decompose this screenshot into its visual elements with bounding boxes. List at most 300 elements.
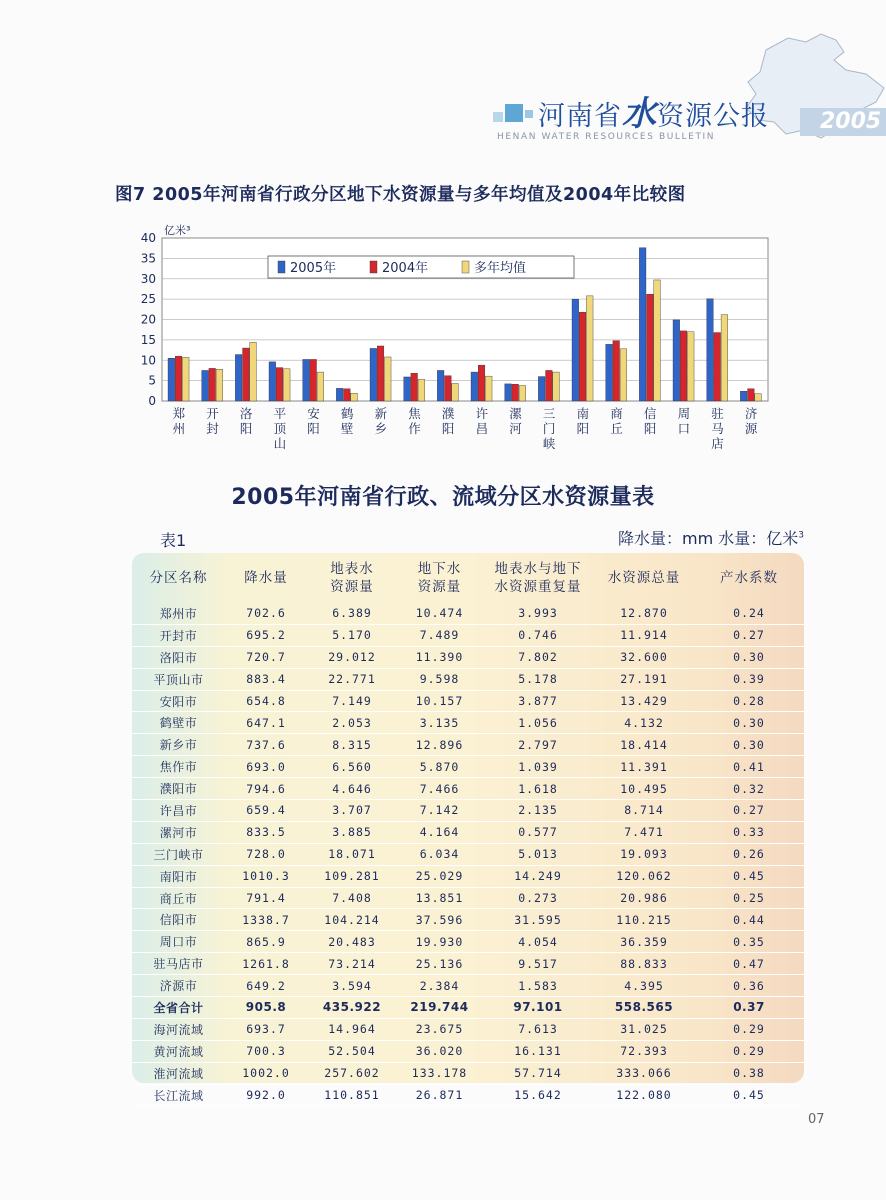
value-cell: 720.7 <box>225 646 307 668</box>
table-row <box>132 712 804 734</box>
value-cell: 2.135 <box>482 800 594 822</box>
value-cell: 14.964 <box>307 1018 397 1040</box>
table-row <box>132 909 804 931</box>
value-cell: 693.0 <box>225 756 307 778</box>
value-cell: 0.273 <box>482 887 594 909</box>
bar <box>748 389 755 401</box>
value-cell: 31.595 <box>482 909 594 931</box>
x-tick-label: 马 <box>711 421 724 436</box>
region-name-cell: 许昌市 <box>132 800 225 822</box>
column-header <box>132 553 225 603</box>
value-cell: 20.483 <box>307 931 397 953</box>
y-tick-label: 0 <box>148 394 156 408</box>
table-row <box>132 887 804 909</box>
x-tick-label: 济 <box>744 406 758 421</box>
column-header <box>694 553 804 603</box>
value-cell: 11.391 <box>594 756 694 778</box>
value-cell: 0.39 <box>694 668 804 690</box>
bar <box>687 332 694 401</box>
table-row <box>132 1018 804 1040</box>
x-tick-label: 源 <box>744 421 758 436</box>
table-row <box>132 778 804 800</box>
x-tick-label: 峡 <box>542 436 556 451</box>
value-cell: 0.45 <box>694 1084 804 1106</box>
value-cell: 728.0 <box>225 843 307 865</box>
table-row <box>132 975 804 997</box>
value-cell: 57.714 <box>482 1062 594 1084</box>
bar <box>384 357 391 401</box>
bar <box>620 349 627 401</box>
x-tick-label: 驻 <box>711 406 724 421</box>
value-cell: 791.4 <box>225 887 307 909</box>
bar <box>317 372 324 401</box>
value-cell: 654.8 <box>225 690 307 712</box>
table-row <box>132 1062 804 1084</box>
legend-swatch <box>370 261 377 273</box>
table-title: 2005年河南省行政、流域分区水资源量表 <box>231 485 655 510</box>
value-cell: 558.565 <box>594 997 694 1019</box>
value-cell: 7.408 <box>307 887 397 909</box>
bar <box>243 348 250 401</box>
value-cell: 695.2 <box>225 624 307 646</box>
x-tick-label: 封 <box>206 421 219 436</box>
region-name-cell: 安阳市 <box>132 690 225 712</box>
groundwater-bar-chart <box>120 222 780 462</box>
column-header-line: 水资源总量 <box>607 570 681 586</box>
bar <box>572 299 579 401</box>
value-cell: 12.896 <box>397 734 482 756</box>
y-tick-label: 25 <box>140 292 156 307</box>
value-cell: 0.41 <box>694 756 804 778</box>
value-cell: 22.771 <box>307 668 397 690</box>
value-cell: 5.870 <box>397 756 482 778</box>
column-header-line: 分区名称 <box>149 570 208 586</box>
value-cell: 0.26 <box>694 843 804 865</box>
value-cell: 3.135 <box>397 712 482 734</box>
value-cell: 7.149 <box>307 690 397 712</box>
column-header-line: 地表水与地下 <box>494 561 582 577</box>
value-cell: 649.2 <box>225 975 307 997</box>
region-name-cell: 济源市 <box>132 975 225 997</box>
value-cell: 5.178 <box>482 668 594 690</box>
bar <box>377 346 384 401</box>
value-cell: 37.596 <box>397 909 482 931</box>
value-cell: 865.9 <box>225 931 307 953</box>
value-cell: 4.395 <box>594 975 694 997</box>
x-tick-label: 顶 <box>273 421 287 436</box>
value-cell: 73.214 <box>307 953 397 975</box>
table-row <box>132 668 804 690</box>
value-cell: 883.4 <box>225 668 307 690</box>
value-cell: 25.136 <box>397 953 482 975</box>
region-name-cell: 长江流域 <box>132 1084 225 1106</box>
x-tick-label: 河 <box>509 421 522 436</box>
value-cell: 23.675 <box>397 1018 482 1040</box>
value-cell: 11.390 <box>397 646 482 668</box>
y-tick-label: 20 <box>140 312 156 327</box>
table-row <box>132 1084 804 1106</box>
value-cell: 5.170 <box>307 624 397 646</box>
value-cell: 19.930 <box>397 931 482 953</box>
value-cell: 0.33 <box>694 821 804 843</box>
value-cell: 1.618 <box>482 778 594 800</box>
value-cell: 0.37 <box>694 997 804 1019</box>
x-tick-label: 郑 <box>172 406 186 421</box>
bar <box>538 377 545 401</box>
x-tick-label: 昌 <box>475 421 489 436</box>
bar <box>235 355 242 401</box>
bar <box>714 333 721 401</box>
bar <box>755 394 762 401</box>
x-tick-label: 濮 <box>441 406 455 421</box>
value-cell: 693.7 <box>225 1018 307 1040</box>
region-name-cell: 三门峡市 <box>132 843 225 865</box>
bar <box>519 386 526 401</box>
table-row <box>132 843 804 865</box>
value-cell: 333.066 <box>594 1062 694 1084</box>
value-cell: 1.039 <box>482 756 594 778</box>
bar <box>505 384 512 401</box>
bar <box>216 369 223 401</box>
value-cell: 0.24 <box>694 603 804 624</box>
column-header-line: 资源量 <box>330 579 374 595</box>
value-cell: 6.034 <box>397 843 482 865</box>
table-row <box>132 690 804 712</box>
value-cell: 104.214 <box>307 909 397 931</box>
value-cell: 3.877 <box>482 690 594 712</box>
value-cell: 1338.7 <box>225 909 307 931</box>
water-resources-table <box>132 553 804 1103</box>
bar <box>411 373 418 401</box>
year-tag: 2005 <box>800 108 886 136</box>
bar <box>680 331 687 401</box>
column-header <box>307 553 397 603</box>
bar <box>471 372 478 401</box>
value-cell: 36.359 <box>594 931 694 953</box>
value-cell: 18.414 <box>594 734 694 756</box>
column-header-line: 资源量 <box>417 579 462 595</box>
bar <box>250 342 257 401</box>
region-name-cell: 黄河流域 <box>132 1040 225 1062</box>
bar <box>336 388 343 401</box>
table-row <box>132 756 804 778</box>
value-cell: 700.3 <box>225 1040 307 1062</box>
x-tick-label: 周 <box>677 406 691 421</box>
region-name-cell: 信阳市 <box>132 909 225 931</box>
value-cell: 833.5 <box>225 821 307 843</box>
region-name-cell: 濮阳市 <box>132 778 225 800</box>
value-cell: 257.602 <box>307 1062 397 1084</box>
x-tick-label: 山 <box>273 436 287 451</box>
x-tick-label: 阳 <box>576 421 590 436</box>
value-cell: 0.28 <box>694 690 804 712</box>
x-tick-label: 平 <box>273 406 287 421</box>
bar <box>269 362 276 401</box>
value-cell: 110.215 <box>594 909 694 931</box>
region-name-cell: 南阳市 <box>132 865 225 887</box>
table-row <box>132 734 804 756</box>
bar <box>586 296 593 401</box>
figure-title: 图7 2005年河南省行政分区地下水资源量与多年均值及2004年比较图 <box>115 185 686 205</box>
bar <box>579 312 586 401</box>
bar <box>546 370 553 401</box>
region-name-cell: 驻马店市 <box>132 953 225 975</box>
region-name-cell: 平顶山市 <box>132 668 225 690</box>
bar <box>370 348 377 401</box>
value-cell: 1002.0 <box>225 1062 307 1084</box>
x-tick-label: 三 <box>542 406 556 421</box>
value-cell: 794.6 <box>225 778 307 800</box>
region-name-cell: 全省合计 <box>132 997 225 1019</box>
value-cell: 7.613 <box>482 1018 594 1040</box>
value-cell: 0.25 <box>694 887 804 909</box>
legend-swatch <box>278 261 285 273</box>
bar <box>283 369 290 401</box>
x-tick-label: 州 <box>172 421 186 436</box>
table-total-row <box>132 997 804 1019</box>
bar <box>303 359 310 401</box>
value-cell: 3.707 <box>307 800 397 822</box>
bar <box>707 299 714 401</box>
value-cell: 10.157 <box>397 690 482 712</box>
value-cell: 6.389 <box>307 603 397 624</box>
value-cell: 8.714 <box>594 800 694 822</box>
page-number: 07 <box>808 1112 825 1127</box>
region-name-cell: 海河流域 <box>132 1018 225 1040</box>
legend-label: 多年均值 <box>474 261 527 276</box>
value-cell: 10.495 <box>594 778 694 800</box>
bar <box>613 341 620 401</box>
value-cell: 1261.8 <box>225 953 307 975</box>
page-header <box>0 30 886 140</box>
column-header-line: 水资源重复量 <box>494 579 582 595</box>
column-header-line: 降水量 <box>244 570 288 586</box>
bar <box>512 384 519 401</box>
value-cell: 25.029 <box>397 865 482 887</box>
x-tick-label: 开 <box>206 406 219 421</box>
bar <box>647 294 654 401</box>
x-tick-label: 壁 <box>340 421 354 436</box>
value-cell: 4.054 <box>482 931 594 953</box>
value-cell: 120.062 <box>594 865 694 887</box>
region-name-cell: 焦作市 <box>132 756 225 778</box>
value-cell: 0.29 <box>694 1018 804 1040</box>
value-cell: 659.4 <box>225 800 307 822</box>
value-cell: 10.474 <box>397 603 482 624</box>
value-cell: 122.080 <box>594 1084 694 1106</box>
value-cell: 14.249 <box>482 865 594 887</box>
value-cell: 4.646 <box>307 778 397 800</box>
value-cell: 8.315 <box>307 734 397 756</box>
value-cell: 2.384 <box>397 975 482 997</box>
value-cell: 0.27 <box>694 624 804 646</box>
y-tick-label: 5 <box>148 373 156 388</box>
x-tick-label: 焦 <box>408 406 421 421</box>
value-cell: 3.885 <box>307 821 397 843</box>
value-cell: 3.594 <box>307 975 397 997</box>
x-tick-label: 阳 <box>307 421 320 436</box>
x-tick-label: 许 <box>475 406 489 421</box>
value-cell: 0.30 <box>694 646 804 668</box>
table-row <box>132 646 804 668</box>
bar <box>654 280 661 401</box>
x-tick-label: 南 <box>576 406 590 421</box>
value-cell: 435.922 <box>307 997 397 1019</box>
value-cell: 0.45 <box>694 865 804 887</box>
value-cell: 0.47 <box>694 953 804 975</box>
y-tick-label: 35 <box>140 251 156 266</box>
bulletin-subtitle: HENAN WATER RESOURCES BULLETIN <box>497 132 716 142</box>
x-tick-label: 阳 <box>441 421 455 436</box>
value-cell: 0.36 <box>694 975 804 997</box>
x-tick-label: 乡 <box>374 421 388 436</box>
value-cell: 2.053 <box>307 712 397 734</box>
table-row <box>132 1040 804 1062</box>
column-header <box>397 553 482 603</box>
value-cell: 32.600 <box>594 646 694 668</box>
bar <box>351 393 358 401</box>
value-cell: 6.560 <box>307 756 397 778</box>
table-row <box>132 865 804 887</box>
value-cell: 702.6 <box>225 603 307 624</box>
table-label: 表1 <box>160 531 187 550</box>
x-tick-label: 商 <box>610 406 623 421</box>
value-cell: 9.517 <box>482 953 594 975</box>
bar <box>485 376 492 401</box>
y-axis-label: 亿米³ <box>164 224 191 237</box>
region-name-cell: 周口市 <box>132 931 225 953</box>
value-cell: 36.020 <box>397 1040 482 1062</box>
value-cell: 109.281 <box>307 865 397 887</box>
value-cell: 7.802 <box>482 646 594 668</box>
value-cell: 0.44 <box>694 909 804 931</box>
value-cell: 1010.3 <box>225 865 307 887</box>
y-tick-label: 15 <box>140 332 156 347</box>
value-cell: 0.27 <box>694 800 804 822</box>
value-cell: 0.32 <box>694 778 804 800</box>
x-tick-label: 阳 <box>239 421 253 436</box>
bar <box>418 379 425 401</box>
region-name-cell: 漯河市 <box>132 821 225 843</box>
table-row <box>132 931 804 953</box>
value-cell: 27.191 <box>594 668 694 690</box>
x-tick-label: 漯 <box>509 406 522 421</box>
column-header <box>482 553 594 603</box>
bar <box>445 376 452 401</box>
region-name-cell: 郑州市 <box>132 603 225 624</box>
x-tick-label: 口 <box>677 421 691 436</box>
value-cell: 29.012 <box>307 646 397 668</box>
value-cell: 11.914 <box>594 624 694 646</box>
table-row <box>132 953 804 975</box>
value-cell: 52.504 <box>307 1040 397 1062</box>
value-cell: 15.642 <box>482 1084 594 1106</box>
value-cell: 2.797 <box>482 734 594 756</box>
y-tick-label: 40 <box>140 231 156 245</box>
x-tick-label: 安 <box>307 406 320 421</box>
region-name-cell: 洛阳市 <box>132 646 225 668</box>
bar <box>276 368 283 401</box>
x-tick-label: 鹤 <box>340 406 354 421</box>
bar <box>168 358 175 401</box>
region-name-cell: 商丘市 <box>132 887 225 909</box>
value-cell: 5.013 <box>482 843 594 865</box>
value-cell: 905.8 <box>225 997 307 1019</box>
value-cell: 0.29 <box>694 1040 804 1062</box>
bar <box>202 370 209 401</box>
table-unit-note: 降水量：mm 水量：亿米$^3$ <box>618 529 804 548</box>
column-header <box>225 553 307 603</box>
x-tick-label: 丘 <box>610 421 623 436</box>
bar <box>344 389 351 401</box>
table-row <box>132 800 804 822</box>
value-cell: 219.744 <box>397 997 482 1019</box>
x-tick-label: 门 <box>542 421 556 436</box>
value-cell: 0.35 <box>694 931 804 953</box>
value-cell: 31.025 <box>594 1018 694 1040</box>
value-cell: 13.429 <box>594 690 694 712</box>
x-tick-label: 新 <box>374 406 388 421</box>
value-cell: 0.577 <box>482 821 594 843</box>
value-cell: 4.132 <box>594 712 694 734</box>
x-tick-label: 信 <box>643 406 657 421</box>
legend-label: 2004年 <box>382 261 429 276</box>
value-cell: 7.489 <box>397 624 482 646</box>
bar <box>721 315 728 401</box>
column-header-line: 地表水 <box>330 561 374 577</box>
table-row <box>132 603 804 624</box>
bar <box>639 248 646 401</box>
value-cell: 133.178 <box>397 1062 482 1084</box>
column-header-line: 产水系数 <box>720 570 778 586</box>
x-tick-label: 作 <box>408 421 421 436</box>
value-cell: 992.0 <box>225 1084 307 1106</box>
region-name-cell: 开封市 <box>132 624 225 646</box>
value-cell: 0.30 <box>694 712 804 734</box>
bar <box>452 383 459 401</box>
value-cell: 18.071 <box>307 843 397 865</box>
value-cell: 72.393 <box>594 1040 694 1062</box>
bar <box>740 391 747 401</box>
legend-label: 2005年 <box>290 261 337 276</box>
region-name-cell: 淮河流域 <box>132 1062 225 1084</box>
bar <box>553 372 560 401</box>
bar <box>606 344 613 401</box>
bar <box>404 377 411 401</box>
y-tick-label: 30 <box>140 271 156 286</box>
value-cell: 3.993 <box>482 603 594 624</box>
bulletin-title: 河南省水资源公报 <box>538 94 769 134</box>
x-tick-label: 店 <box>711 436 724 451</box>
value-cell: 110.851 <box>307 1084 397 1106</box>
value-cell: 26.871 <box>397 1084 482 1106</box>
value-cell: 4.164 <box>397 821 482 843</box>
value-cell: 0.30 <box>694 734 804 756</box>
region-name-cell: 新乡市 <box>132 734 225 756</box>
value-cell: 0.746 <box>482 624 594 646</box>
value-cell: 16.131 <box>482 1040 594 1062</box>
value-cell: 20.986 <box>594 887 694 909</box>
bar <box>673 320 680 401</box>
bar <box>478 365 485 401</box>
bar <box>182 357 189 401</box>
region-name-cell: 鹤壁市 <box>132 712 225 734</box>
column-header <box>594 553 694 603</box>
bar <box>437 370 444 401</box>
bar <box>209 368 216 401</box>
value-cell: 7.142 <box>397 800 482 822</box>
value-cell: 7.471 <box>594 821 694 843</box>
